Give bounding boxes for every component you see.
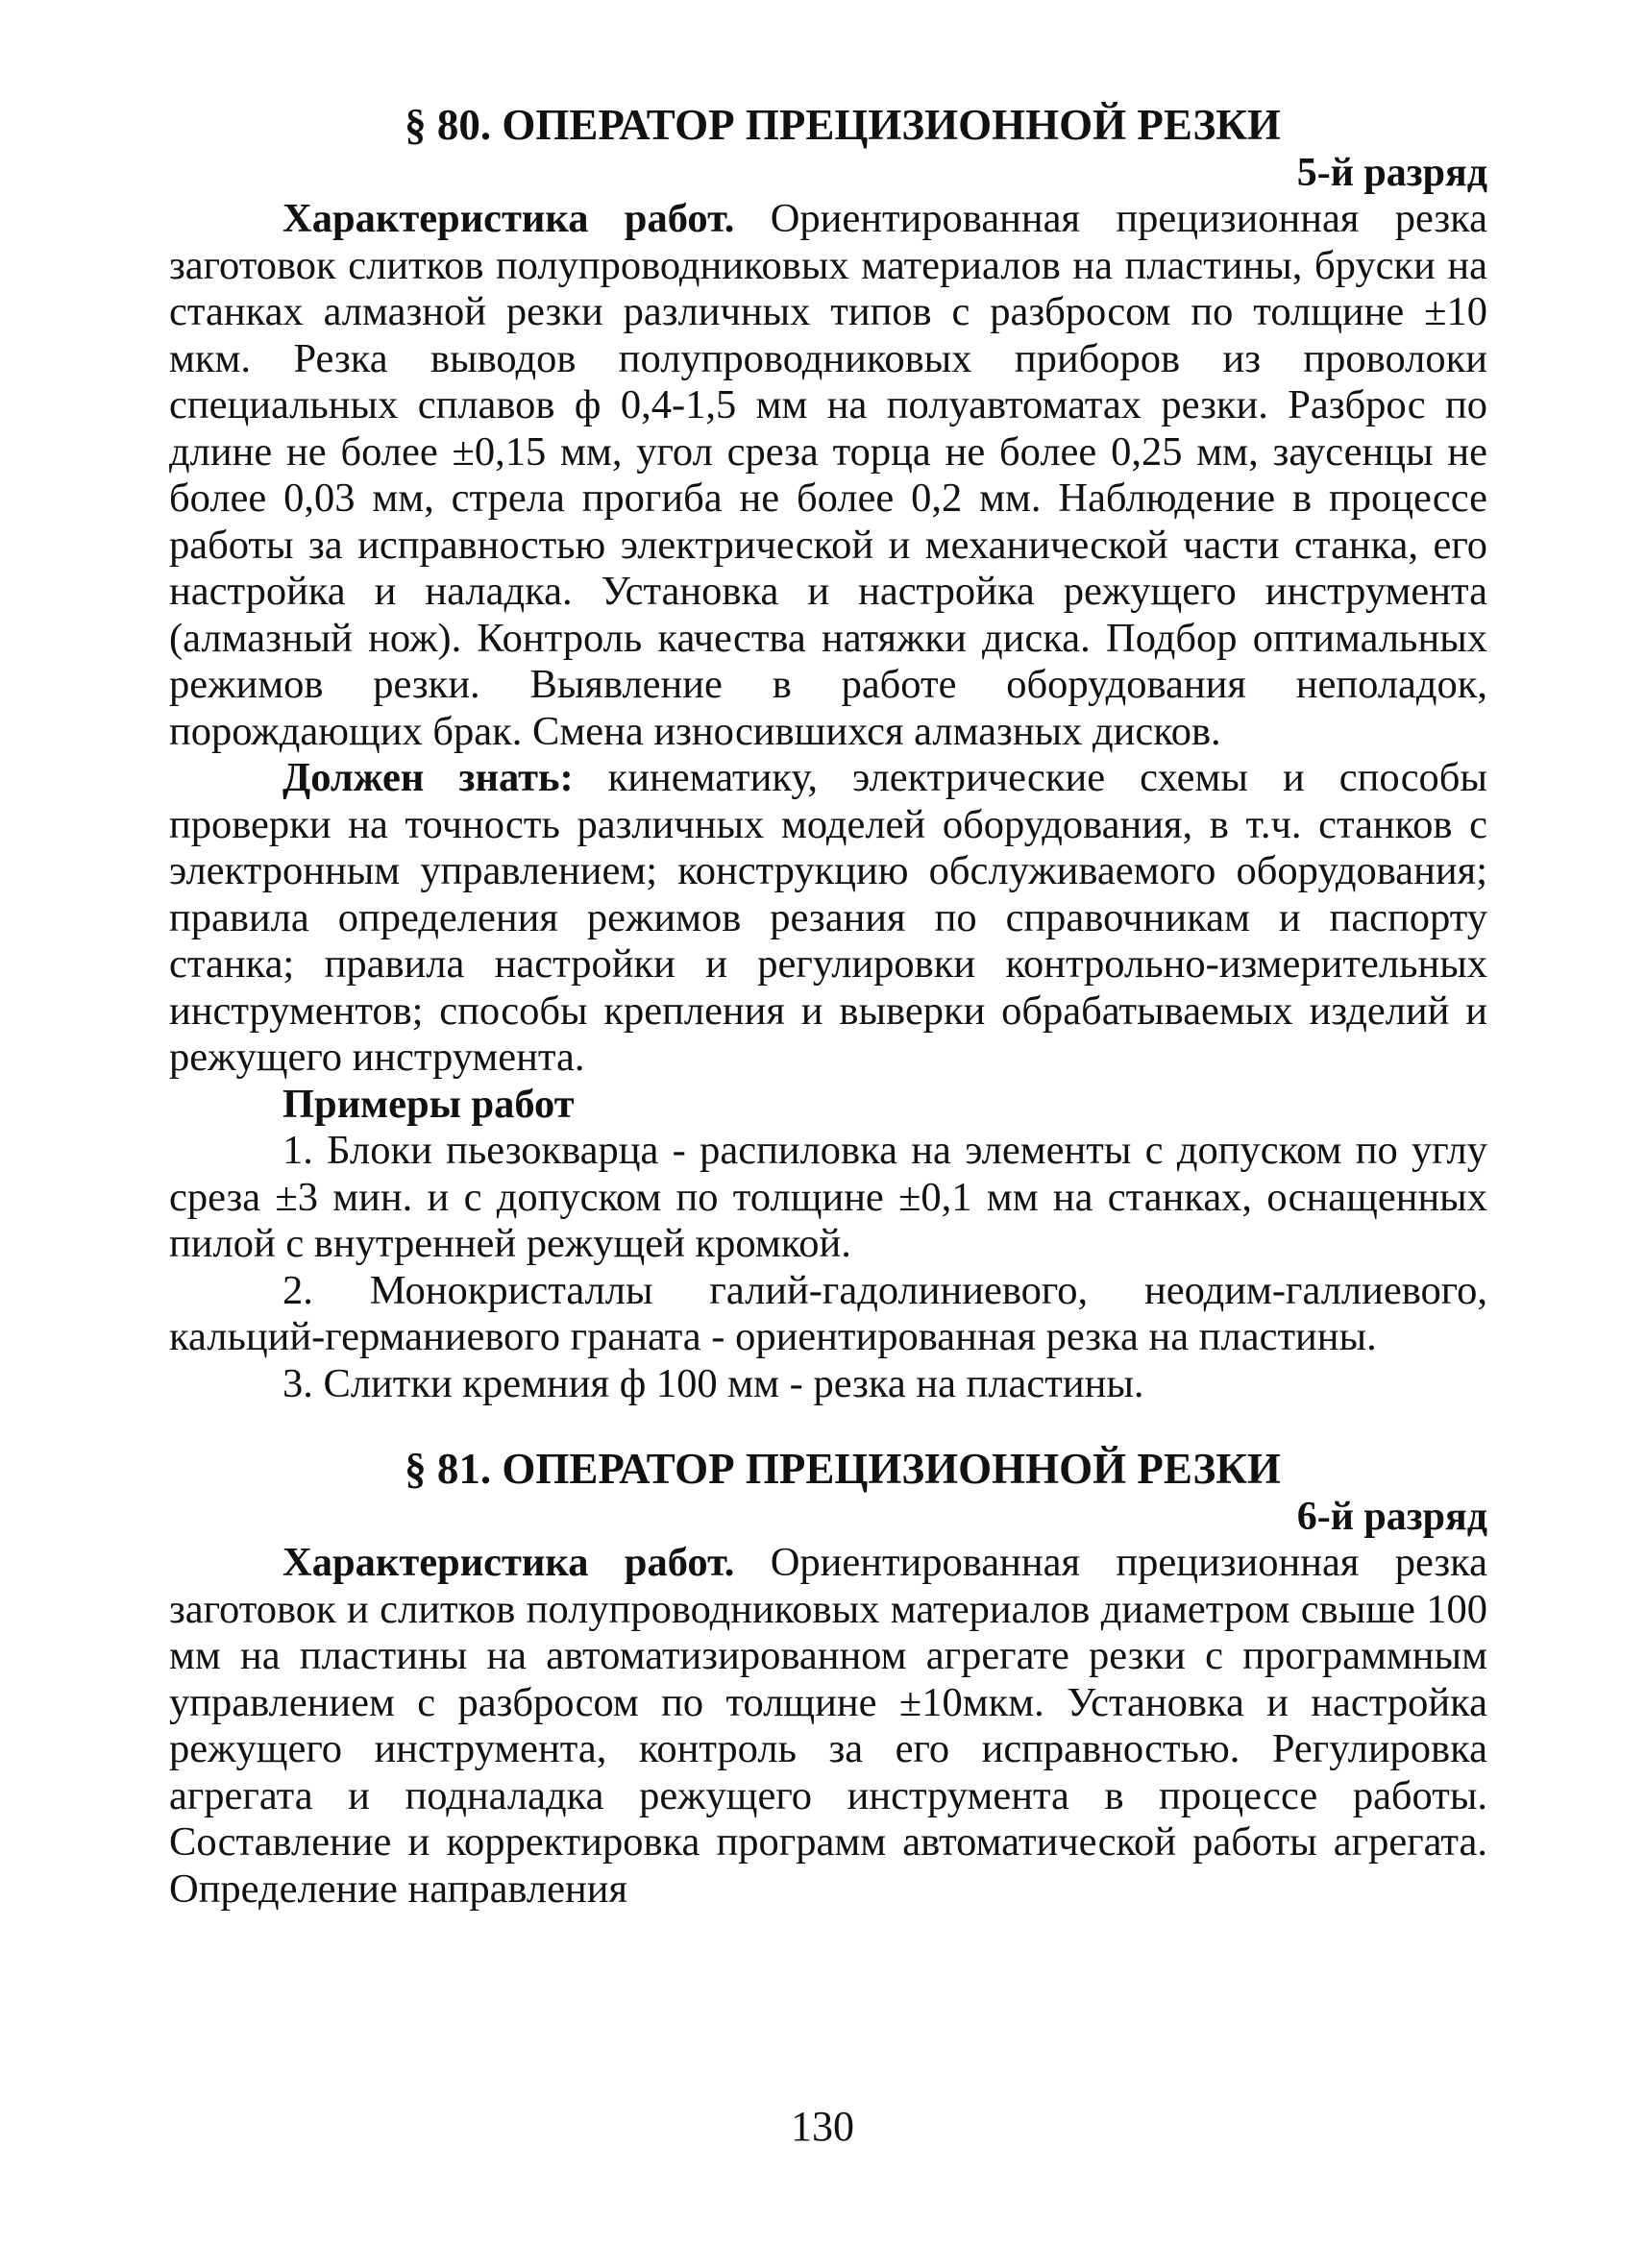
rank-label: 5-й разряд [1296, 151, 1487, 195]
examples-heading: Примеры работ [282, 1081, 575, 1127]
page-number: 130 [791, 2103, 854, 2150]
section-heading: § 81. ОПЕРАТОР ПРЕЦИЗИОННОЙ РЕЗКИ [405, 1445, 1281, 1493]
characteristics-text: Ориентированная прецизионная резка заготовок и слитков полупроводниковых материалов диаметром свыше 100 мм на пластины на автоматизированном агрегате резки с программным управлением с разбросом по толщине ±10мкм. Установка и настройка режущего инструмента, контроль за его исправностью. Регулировка агрегата и подналадка режущего инструмента в процессе работы. Составление и корректировка программ автоматической работы агрегата. Определение направления [169, 1540, 1488, 1912]
knowledge-text: кинематику, электрические схемы и способы проверки на точность различных моделей оборудования, в т.ч. станков с электронным управлением; конструкцию обслуживаемого оборудования; правила определения режимов резания по справочникам и паспорту станка; правила настройки и регулировки контрольно-измерительных инструментов; способы крепления и выверки обрабатываемых изделий и режущего инструмента. [169, 755, 1487, 1080]
characteristics-text: Ориентированная прецизионная резка заготовок слитков полупроводниковых материалов на пластины, бруски на станках алмазной резки различных типов с разбросом по толщине ±10 мкм. Резка выводов полупроводниковых приборов из проволоки специальных сплавов ф 0,4-1,5 мм на полуавтоматах резки. Разброс по длине не более ±0,15 мм, угол среза торца не более 0,25 мм, заусенцы не более 0,03 мм, стрела прогиба не более 0,2 мм. Наблюдение в процессе работы за исправностью электрической и механической части станка, его настройка и наладка. Установка и настройка режущего инструмента (алмазный нож). Контроль качества натяжки диска. Подбор оптимальных режимов резки. Выявление в работе оборудования неполадок, порождающих брак. Смена износившихся алмазных дисков. [169, 196, 1488, 754]
characteristics-label: Характеристика работ. [282, 1540, 735, 1585]
characteristics-paragraph [169, 1540, 1487, 1913]
section-gap [169, 1407, 1487, 1444]
characteristics-label: Характеристика работ. [282, 196, 735, 241]
section-heading: § 80. ОПЕРАТОР ПРЕЦИЗИОННОЙ РЕЗКИ [405, 101, 1281, 149]
knowledge-label: Должен знать: [282, 755, 574, 800]
section-81 [169, 1444, 1487, 1913]
characteristics-paragraph [169, 196, 1487, 755]
knowledge-paragraph [169, 755, 1487, 1082]
section-80 [169, 100, 1487, 1407]
rank-label: 6-й разряд [1296, 1495, 1487, 1539]
example-item: 2. Монокристаллы галий-гадолиниевого, неодим-галлиевого, кальций-германиевого граната - ориентированная резка на пластины. [169, 1267, 1487, 1359]
page-content [169, 100, 1487, 1913]
example-item: 3. Слитки кремния ф 100 мм - резка на пластины. [282, 1360, 1144, 1406]
example-item: 1. Блоки пьезокварца - распиловка на элементы с допуском по углу среза ±3 мин. и с допуском по толщине ±0,1 мм на станках, оснащенных пилой с внутренней режущей кромкой. [169, 1128, 1487, 1266]
